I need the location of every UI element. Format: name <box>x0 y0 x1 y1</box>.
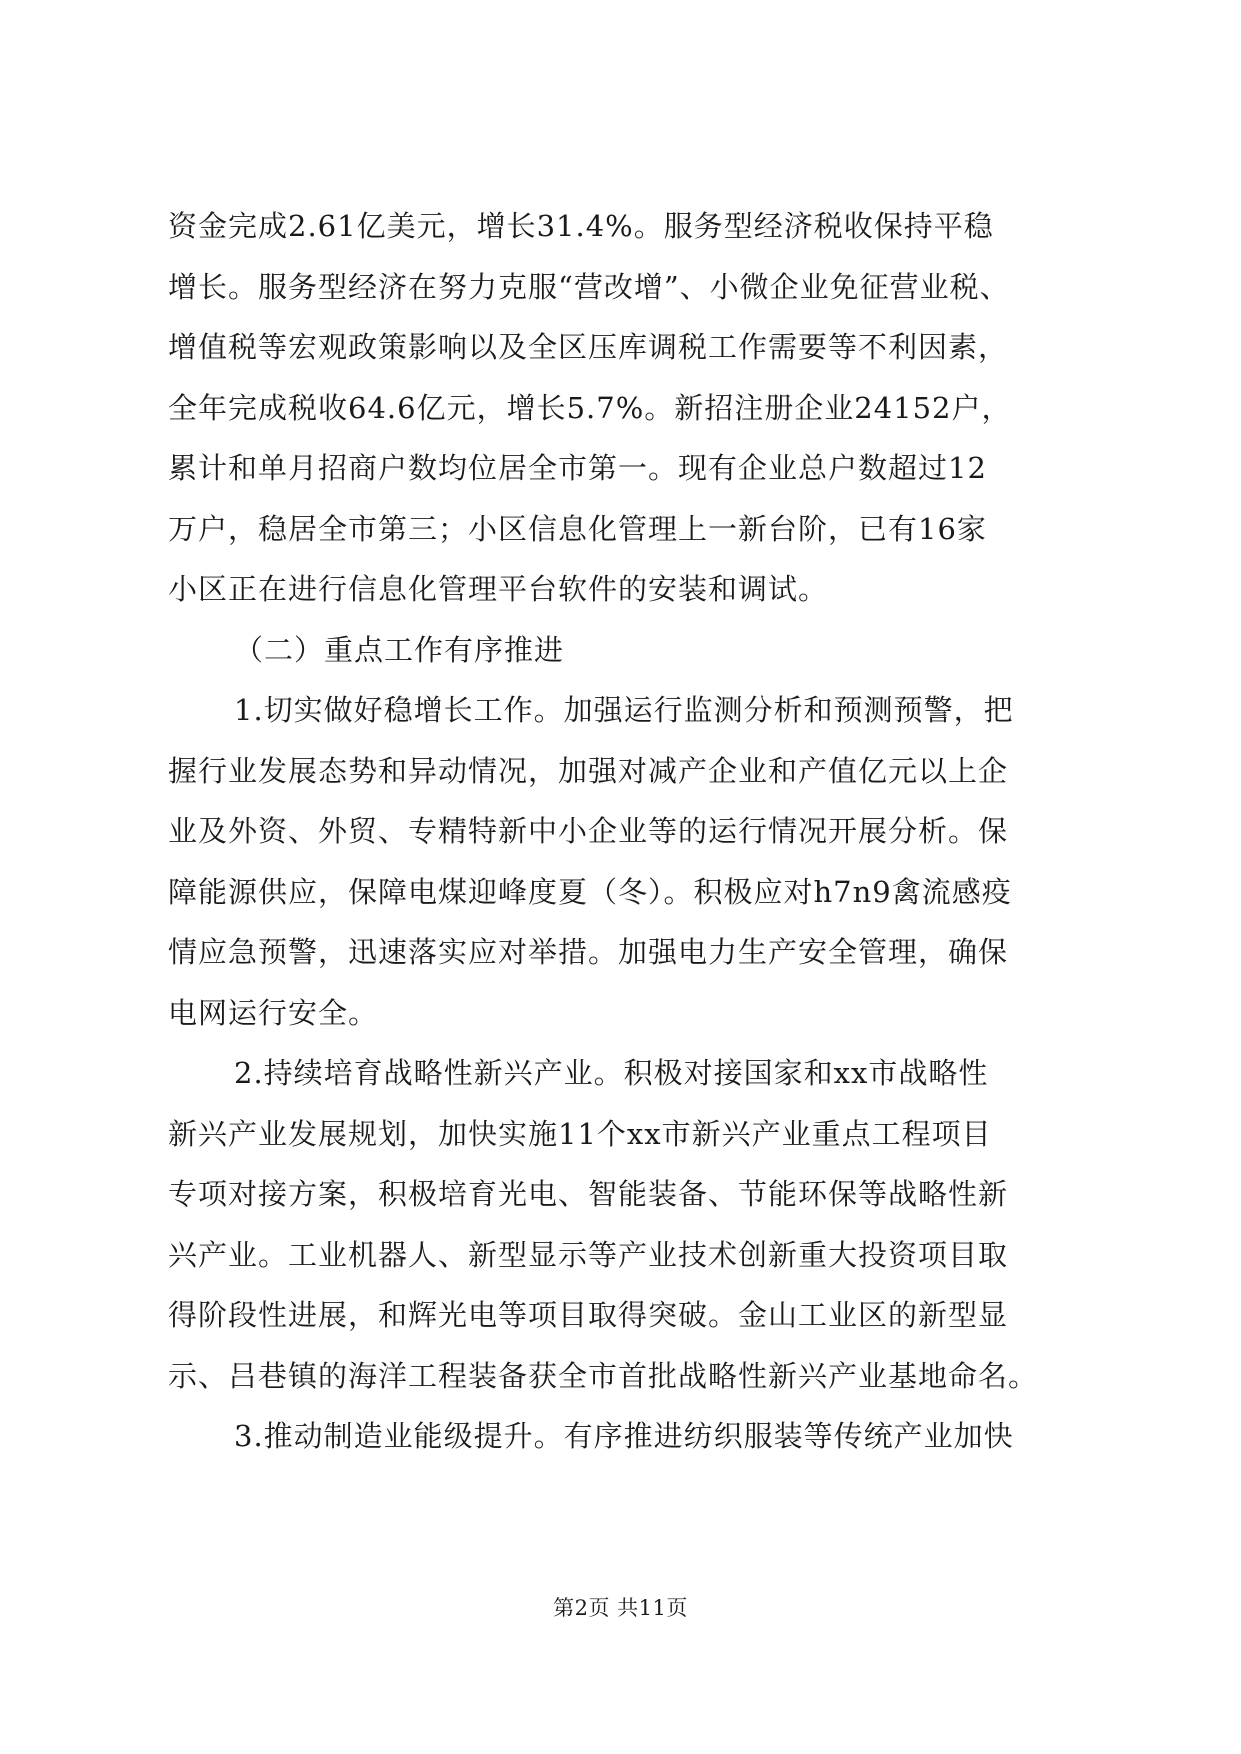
text-line-11: 业及外资、外贸、专精特新中小企业等的运行情况开展分析。保 <box>168 814 1009 848</box>
text-line-10: 握行业发展态势和异动情况，加强对减产企业和产值亿元以上企 <box>168 753 1009 788</box>
text-line-17: 专项对接方案，积极培育光电、智能装备、节能环保等战略性新 <box>168 1177 1009 1211</box>
text-line-14: 电网运行安全。 <box>168 995 379 1030</box>
text-line-3: 增值税等宏观政策影响以及全区压库调税工作需要等不利因素， <box>168 330 1009 364</box>
text-line-15: 2.持续培育战略性新兴产业。积极对接国家和xx市战略性 <box>234 1056 989 1090</box>
text-line-21: 3.推动制造业能级提升。有序推进纺织服装等传统产业加快 <box>234 1419 1014 1453</box>
text-line-6: 万户，稳居全市第三；小区信息化管理上一新台阶，已有16家 <box>168 511 987 546</box>
text-line-13: 情应急预警，迅速落实应对举措。加强电力生产安全管理，确保 <box>168 935 1009 969</box>
text-line-16: 新兴产业发展规划，加快实施11个xx市新兴产业重点工程项目 <box>168 1116 992 1151</box>
section-heading: （二）重点工作有序推进 <box>234 632 565 667</box>
document-body <box>168 196 1078 1467</box>
text-line-20: 示、吕巷镇的海洋工程装备获全市首批战略性新兴产业基地命名。 <box>168 1358 1039 1393</box>
text-line-7: 小区正在进行信息化管理平台软件的安装和调试。 <box>168 572 829 606</box>
text-line-5: 累计和单月招商户数均位居全市第一。现有企业总户数超过12 <box>168 451 987 485</box>
text-line-12: 障能源供应，保障电煤迎峰度夏（冬）。积极应对h7n9禽流感疫 <box>168 874 1012 909</box>
page-number-footer: 第2页 共11页 <box>553 1596 688 1620</box>
text-line-18: 兴产业。工业机器人、新型显示等产业技术创新重大投资项目取 <box>168 1237 1009 1272</box>
text-line-9: 1.切实做好稳增长工作。加强运行监测分析和预测预警，把 <box>234 693 1014 727</box>
text-line-4: 全年完成税收64.6亿元，增长5.7%。新招注册企业24152户， <box>168 390 1012 425</box>
text-line-2: 增长。服务型经济在努力克服“营改增”、小微企业免征营业税、 <box>168 269 1010 304</box>
text-line-19: 得阶段性进展，和辉光电等项目取得突破。金山工业区的新型显 <box>168 1298 1009 1332</box>
text-line-1: 资金完成2.61亿美元，增长31.4%。服务型经济税收保持平稳 <box>168 209 994 243</box>
